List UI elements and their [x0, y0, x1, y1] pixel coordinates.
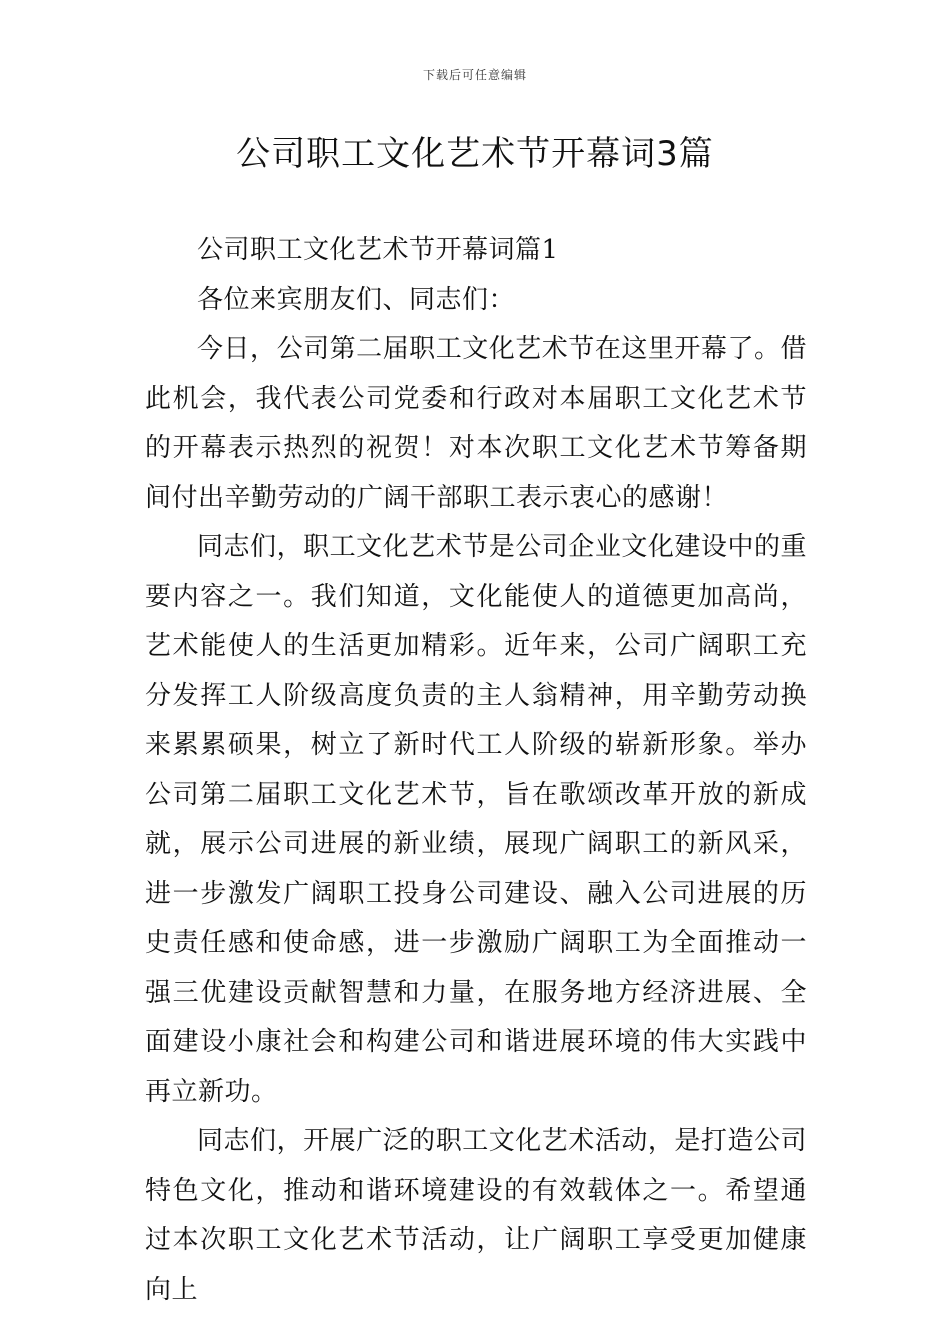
page-title: 公司职工文化艺术节开幕词3篇: [236, 134, 714, 174]
document-body: [145, 226, 807, 1315]
salutation: 各位来宾朋友们、同志们：: [197, 284, 516, 315]
paragraph: 今日，公司第二届职工文化艺术节在这里开幕了。借此机会，我代表公司党委和行政对本届职工文化艺术节的开幕表示热烈的祝贺！对本次职工文化艺术节筹备期间付出辛勤劳动的广阔干部职工表示衷心的感谢！: [145, 334, 807, 513]
paragraph: 同志们，职工文化艺术节是公司企业文化建设中的重要内容之一。我们知道，文化能使人的道德更加高尚，艺术能使人的生活更加精彩。近年来，公司广阔职工充分发挥工人阶级高度负责的主人翁精神，用辛勤劳动换来累累硕果，树立了新时代工人阶级的崭新形象。举办公司第二届职工文化艺术节，旨在歌颂改革开放的新成就，展示公司进展的新业绩，展现广阔职工的新风采，进一步激发广阔职工投身公司建设、融入公司进展的历史责任感和使命感，进一步激励广阔职工为全面推动一强三优建设贡献智慧和力量，在服务地方经济进展、全面建设小康社会和构建公司和谐进展环境的伟大实践中再立新功。: [145, 532, 807, 1107]
paragraph: 同志们，开展广泛的职工文化艺术活动，是打造公司特色文化，推动和谐环境建设的有效载体之一。希望通过本次职工文化艺术节活动，让广阔职工享受更加健康向上: [145, 1126, 807, 1305]
header-note: 下载后可任意编辑: [422, 68, 527, 82]
section-heading: 公司职工文化艺术节开幕词篇1: [197, 235, 559, 265]
